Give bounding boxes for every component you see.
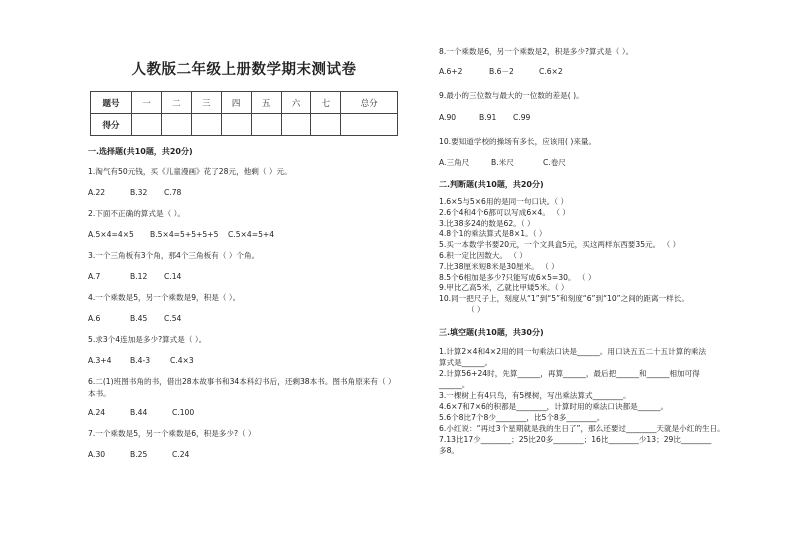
score-entry-cell	[251, 114, 281, 136]
option: B.12	[130, 272, 148, 281]
question-text: 1.淘气有50元钱，买《儿童漫画》花了28元，他剩（ ）元。	[88, 167, 292, 176]
question-text: 8.一个乘数是6，另一个乘数是2，积是多少?算式是（ ）。	[439, 47, 634, 56]
question-options	[88, 229, 400, 241]
score-table-cell: 总分	[341, 92, 398, 114]
score-entry-cell	[341, 114, 398, 136]
question-text: 4.一个乘数是5，另一个乘数是9，积是（ ）。	[88, 293, 241, 302]
score-entry-cell	[161, 114, 191, 136]
score-table-cell: 题号	[91, 92, 132, 114]
fill-blank-line: 1.计算2×4和4×2用的同一句乘法口诀是______。用口诀五五二十五计算的乘法	[439, 346, 707, 356]
option: A.90	[439, 113, 457, 122]
true-false-item: 8.5个6相加是多少?只能写成6×5=30。 （ ）	[439, 272, 596, 282]
question-text: 5.求3个4连加是多少?算式是（ ）。	[88, 335, 207, 344]
true-false-item: 9.甲比乙高5米，乙就比甲矮5米。（ ）	[439, 283, 569, 293]
true-false-list	[439, 197, 759, 316]
option: C.100	[172, 408, 195, 417]
option: A.3+4	[88, 356, 112, 365]
true-false-item: 1.6×5与5×6用的是同一句口诀。（ ）	[439, 197, 569, 206]
option: A.24	[88, 408, 106, 417]
score-entry-cell	[132, 114, 162, 136]
option: A.5×4=4×5	[88, 230, 134, 239]
question-text: 6.二(1)班图书角的书，借出28本故事书和34本科幻书后，还剩38本书。图书角原来有（ ）本书。	[88, 377, 396, 398]
fill-blank-line: 3.一棵树上有4只鸟，有5棵树，写出乘法算式________。	[439, 390, 631, 400]
score-table-cell: 一	[132, 92, 162, 114]
section-heading: 一.选择题(共10题，共20分)	[88, 147, 193, 156]
fill-blank-line: 多8。	[439, 445, 460, 455]
option: A.三角尺	[439, 158, 470, 167]
option: A.22	[88, 188, 106, 197]
score-table-cell: 五	[251, 92, 281, 114]
question-text: 10.要知道学校的操场有多长，应该用( )来量。	[439, 137, 597, 146]
option: C.4×3	[170, 356, 194, 365]
option: A.7	[88, 272, 101, 281]
option: B.25	[130, 450, 148, 459]
score-table-cell: 七	[311, 92, 341, 114]
option: C.99	[513, 113, 531, 122]
option: C.54	[164, 314, 182, 323]
score-table-cell: 六	[281, 92, 311, 114]
score-table-cell: 四	[221, 92, 251, 114]
option: C.卷尺	[543, 158, 566, 167]
fill-blank-line: 6.小红说：“再过3个星期就是我的生日了”，那么还要过________天就是小红的生日。	[439, 423, 725, 433]
option: B.91	[479, 113, 497, 122]
option: A.6	[88, 314, 101, 323]
option: C.24	[172, 450, 190, 459]
score-entry-cell	[281, 114, 311, 136]
fill-blank-line: 5.6个8比7个8少________，比5个8多________。	[439, 412, 605, 422]
fill-blank-line: 算式是______。	[439, 357, 493, 367]
question-text: 9.最小的三位数与最大的一位数的差是( )。	[439, 91, 584, 100]
fill-blank-line: 4.6×7和7×6的积都是________，计算时用的乘法口诀都是______。	[439, 401, 669, 411]
score-table-cell: 三	[191, 92, 221, 114]
question-options	[88, 355, 400, 367]
fill-blank-line: 2.计算56+24时，先算______，再算______，最后把______和______相加可得	[439, 368, 700, 378]
question-text: 7.一个乘数是5，另一个乘数是6，积是多少?（ ）	[88, 429, 256, 438]
option: C.5×4=5+4	[228, 230, 275, 239]
option: C.78	[164, 188, 182, 197]
option: B.32	[130, 188, 148, 197]
right-column	[439, 46, 759, 456]
question-text: 3.一个三角板有3个角，那4个三角板有（ ）个角。	[88, 251, 260, 260]
option: B.5×4=5+5+5+5	[150, 230, 219, 239]
question-options	[88, 407, 400, 419]
section-heading: 二.判断题(共10题，共20分)	[439, 180, 544, 189]
true-false-item: 10.同一把尺子上，刻度从“1”到“5”和刻度“6”到“10”之间的距离一样长。	[439, 294, 689, 304]
fill-blank-line: ______。	[439, 379, 470, 389]
option: A.30	[88, 450, 106, 459]
score-table-header-row	[91, 92, 398, 114]
option: B.44	[130, 408, 148, 417]
left-column	[88, 58, 400, 461]
score-table	[90, 91, 398, 136]
score-entry-cell	[221, 114, 251, 136]
option: A.6+2	[439, 67, 463, 76]
option: B.45	[130, 314, 148, 323]
question-options	[88, 449, 400, 461]
true-false-item: 3.比38多24的数是62。（ ）	[439, 218, 535, 228]
fill-blank-line: 7.13比17少________；25比20多________；16比________少13；29比________	[439, 434, 712, 444]
option: B.4-3	[130, 356, 151, 365]
question-options	[88, 271, 400, 283]
question-options	[88, 187, 400, 199]
true-false-item: 6.积一定比因数大。 （ ）	[439, 250, 528, 260]
option: C.6×2	[539, 67, 563, 76]
score-table-score-row	[91, 114, 398, 136]
option: C.14	[164, 272, 182, 281]
fill-blank-list	[439, 346, 759, 456]
exam-title: 人教版二年级上册数学期末测试卷	[131, 61, 357, 78]
option: B.米尺	[491, 158, 514, 167]
score-entry-cell	[191, 114, 221, 136]
question-options	[439, 157, 759, 169]
section-heading: 三.填空题(共10题，共30分)	[439, 327, 544, 337]
true-false-item: 5.买一本数学书要20元，一个文具盒5元，买这两样东西要35元。 （ ）	[439, 240, 681, 250]
question-options	[88, 313, 400, 325]
true-false-item: 2.6个4和4个6都可以写成6×4。 （ ）	[439, 207, 570, 217]
true-false-item: 4.8个1的乘法算式是8×1。（ ）	[439, 229, 547, 239]
true-false-item: （ ）	[467, 304, 485, 314]
score-table-cell: 得分	[91, 114, 132, 136]
true-false-item: 7.比38厘米短8米是30厘米。 （ ）	[439, 261, 559, 271]
question-text: 2.下面不正确的算式是（ ）。	[88, 209, 185, 218]
question-options	[439, 112, 759, 124]
score-table-cell: 二	[161, 92, 191, 114]
score-entry-cell	[311, 114, 341, 136]
option: B.6－2	[489, 67, 514, 76]
question-options	[439, 66, 759, 78]
